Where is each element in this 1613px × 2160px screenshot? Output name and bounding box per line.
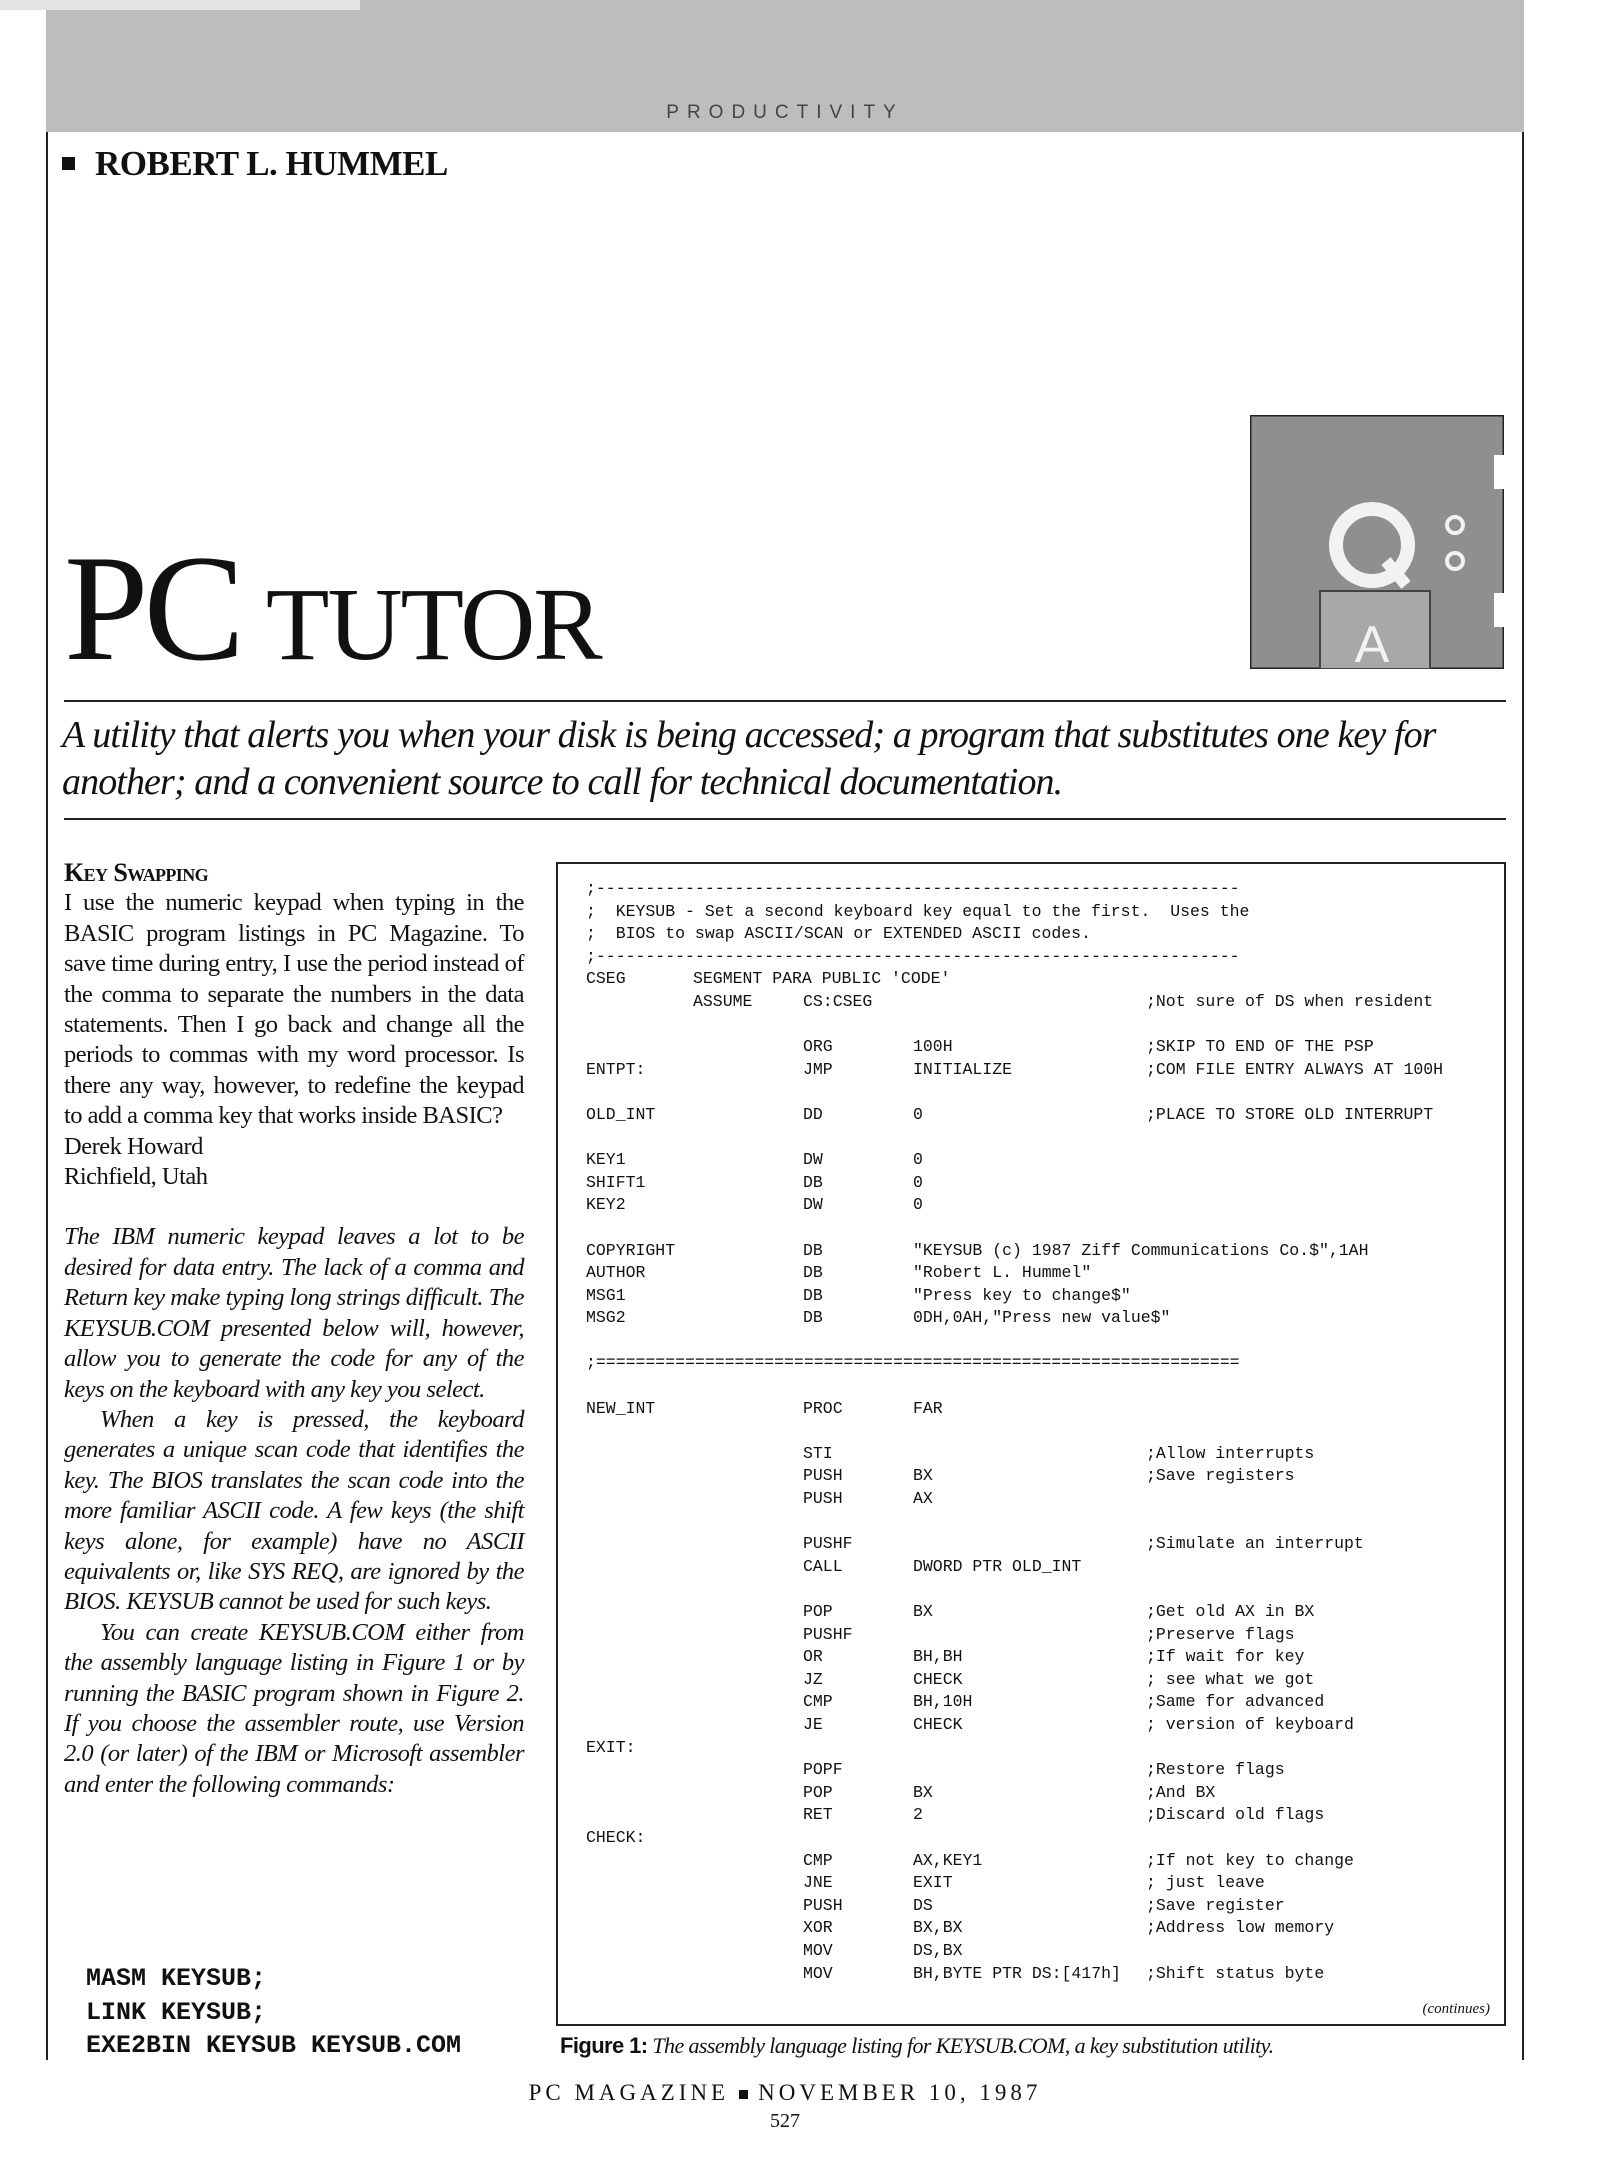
code-cell: EXIT (913, 1873, 953, 1893)
code-line (586, 1217, 1486, 1240)
code-cell: AX,KEY1 (913, 1850, 983, 1870)
code-cell: DB (803, 1308, 823, 1328)
code-cell: DWORD PTR OLD_INT (913, 1556, 1082, 1576)
code-line (586, 1398, 1486, 1421)
code-cell: BH,BH (913, 1647, 963, 1667)
code-line (586, 1804, 1486, 1827)
code-cell: INITIALIZE (913, 1059, 1013, 1079)
code-cell: DD (803, 1104, 823, 1124)
code-line (586, 1104, 1486, 1127)
header-band-edge (0, 0, 360, 10)
code-cell: CMP (803, 1850, 833, 1870)
signature-place: Richfield, Utah (64, 1163, 208, 1191)
code-cell: 0 (913, 1104, 923, 1124)
code-cell: JNE (803, 1873, 833, 1893)
code-line (586, 1375, 1486, 1398)
code-cell: PUSHF (803, 1534, 853, 1554)
code-cell: BX (913, 1466, 933, 1486)
code-cell: ;Save registers (1146, 1466, 1295, 1486)
signature-name: Derek Howard (64, 1132, 203, 1160)
code-line (586, 1850, 1486, 1873)
title-tutor: TUTOR (265, 567, 601, 682)
kicker-heading: Key Swapping (64, 858, 208, 887)
code-line (586, 1059, 1486, 1082)
code-cell: SEGMENT PARA PUBLIC 'CODE' (693, 969, 951, 989)
code-cell: CALL (803, 1556, 843, 1576)
code-cell: NEW_INT (586, 1398, 656, 1418)
code-cell: ;Allow interrupts (1146, 1443, 1315, 1463)
article-column (64, 858, 524, 1800)
code-cell: ; just leave (1146, 1873, 1265, 1893)
code-cell: 0DH,0AH,"Press new value$" (913, 1308, 1171, 1328)
code-cell: STI (803, 1443, 833, 1463)
code-line (586, 1127, 1486, 1150)
code-cell: DS (913, 1895, 933, 1915)
answer-paragraph: You can create KEYSUB.COM either from the assembly language listing in Figure 1 or by running the BASIC program shown in Figure 2. If you choose the assembler route, use Version 2.0 (or later) of the IBM or Microsoft assembler and enter the following commands: (64, 1618, 524, 1798)
code-cell: MOV (803, 1963, 833, 1983)
code-line (586, 946, 1486, 969)
code-line (586, 1465, 1486, 1488)
code-line (586, 1307, 1486, 1330)
logo-letter-a: A (1354, 616, 1390, 669)
code-line (586, 901, 1486, 924)
code-line (586, 1488, 1486, 1511)
code-line (586, 968, 1486, 991)
code-cell: JZ (803, 1669, 823, 1689)
code-cell: 0 (913, 1150, 923, 1170)
code-cell: 0 (913, 1195, 923, 1215)
code-line (586, 1691, 1486, 1714)
figure-caption (560, 2033, 1273, 2059)
column-title (64, 524, 601, 692)
command-line: LINK KEYSUB; (86, 1997, 267, 2027)
code-line (586, 1240, 1486, 1263)
code-cell: CMP (803, 1692, 833, 1712)
code-cell: EXIT: (586, 1737, 636, 1757)
code-line (586, 1940, 1486, 1963)
code-cell: ;Simulate an interrupt (1146, 1534, 1364, 1554)
code-line (586, 1669, 1486, 1692)
code-cell: "KEYSUB (c) 1987 Ziff Communications Co.$",1AH (913, 1240, 1369, 1260)
code-cell: RET (803, 1805, 833, 1825)
code-line (586, 1827, 1486, 1850)
code-line (586, 1601, 1486, 1624)
command-list (86, 1962, 461, 2063)
code-line (586, 1895, 1486, 1918)
code-cell: DB (803, 1285, 823, 1305)
code-line (586, 1782, 1486, 1805)
code-cell: DW (803, 1150, 823, 1170)
code-cell: CHECK (913, 1714, 963, 1734)
code-cell: KEY2 (586, 1195, 626, 1215)
code-cell: ORG (803, 1037, 833, 1057)
code-cell: PROC (803, 1398, 843, 1418)
answer-paragraph: The IBM numeric keypad leaves a lot to be desired for data entry. The lack of a comma and Return key make typing long strings difficult. The KEYSUB.COM presented below will, however, allow you to generate the code for any of the keys on the keyboard with any key you select. (64, 1223, 524, 1403)
code-cell: ; KEYSUB - Set a second keyboard key equal to the first. Uses the (586, 901, 1250, 921)
code-line (586, 1172, 1486, 1195)
code-cell: ;COM FILE ENTRY ALWAYS AT 100H (1146, 1059, 1444, 1079)
code-cell: 2 (913, 1805, 923, 1825)
code-cell: 100H (913, 1037, 953, 1057)
code-cell: "Press key to change$" (913, 1285, 1131, 1305)
bullet-square-icon (62, 157, 75, 170)
assembly-listing (586, 878, 1486, 1985)
code-cell: BH,10H (913, 1692, 973, 1712)
code-cell: ;If not key to change (1146, 1850, 1354, 1870)
code-cell: PUSH (803, 1466, 843, 1486)
code-cell: ASSUME (693, 991, 753, 1011)
code-line (586, 1578, 1486, 1601)
page-number: 527 (770, 2110, 800, 2132)
footer-bullet-icon (739, 2090, 748, 2099)
code-cell: ; BIOS to swap ASCII/SCAN or EXTENDED ASCII codes. (586, 924, 1091, 944)
code-cell: KEY1 (586, 1150, 626, 1170)
continues-note: (continues) (1422, 2001, 1490, 2017)
code-line (586, 1443, 1486, 1466)
code-cell: DW (803, 1195, 823, 1215)
code-cell: PUSHF (803, 1624, 853, 1644)
code-line (586, 923, 1486, 946)
code-cell: ;Address low memory (1146, 1918, 1335, 1938)
code-line (586, 1149, 1486, 1172)
code-cell: MOV (803, 1940, 833, 1960)
code-cell: ;Same for advanced (1146, 1692, 1325, 1712)
command-line: MASM KEYSUB; (86, 1964, 267, 1993)
caption-label: Figure 1: (560, 2033, 648, 2058)
code-cell: ;PLACE TO STORE OLD INTERRUPT (1146, 1104, 1434, 1124)
page-footer (46, 2080, 1524, 2106)
code-cell: DB (803, 1240, 823, 1260)
code-line (586, 1963, 1486, 1986)
code-line (586, 1646, 1486, 1669)
deck-rule (64, 818, 1506, 820)
code-cell: XOR (803, 1918, 833, 1938)
code-line (586, 1262, 1486, 1285)
code-cell: CHECK: (586, 1827, 646, 1847)
byline (62, 144, 448, 184)
code-cell: 0 (913, 1172, 923, 1192)
caption-text: The assembly language listing for KEYSUB.COM, a key substitution utility. (652, 2033, 1274, 2058)
code-line (586, 1759, 1486, 1782)
code-cell: ;And BX (1146, 1782, 1216, 1802)
code-cell: CS:CSEG (803, 991, 873, 1011)
code-cell: DB (803, 1172, 823, 1192)
code-line (586, 1872, 1486, 1895)
code-cell: OLD_INT (586, 1104, 656, 1124)
code-cell: POPF (803, 1760, 843, 1780)
code-cell: SHIFT1 (586, 1172, 646, 1192)
command-line: EXE2BIN KEYSUB KEYSUB.COM (86, 2031, 462, 2061)
code-line (586, 1285, 1486, 1308)
code-line (586, 1036, 1486, 1059)
code-line (586, 1081, 1486, 1104)
code-line (586, 1624, 1486, 1647)
reader-question: I use the numeric keypad when typing in the BASIC program listings in PC Magazine. To save time during entry, I use the period instead of the comma to separate the numbers in the data statements. Then I go back and change all the periods to commas with my word processor. Is there any way, however, to redefine the keypad to add a comma key that works inside BASIC? (64, 889, 524, 1130)
code-line (586, 878, 1486, 901)
deck-subtitle: A utility that alerts you when your disk is being accessed; a program that substitutes one key for another; and a convenient source to call for technical documentation. (62, 714, 1436, 803)
code-cell: AX (913, 1489, 933, 1509)
code-cell: POP (803, 1602, 833, 1621)
code-listing-box (556, 862, 1506, 2026)
code-cell: "Robert L. Hummel" (913, 1263, 1092, 1283)
code-cell: PUSH (803, 1489, 843, 1509)
code-line (586, 1714, 1486, 1737)
code-line (586, 1917, 1486, 1940)
code-cell: ;Discard old flags (1146, 1805, 1325, 1825)
code-cell: ;----------------------------------------------------------------- (586, 946, 1240, 966)
title-rule (64, 700, 1506, 702)
code-cell: BX (913, 1782, 933, 1802)
code-cell: DS,BX (913, 1940, 963, 1960)
code-line (586, 1556, 1486, 1579)
footer-date: NOVEMBER 10, 1987 (758, 2080, 1042, 2105)
code-cell: ;If wait for key (1146, 1647, 1305, 1667)
code-cell: DB (803, 1263, 823, 1283)
code-cell: ;Not sure of DS when resident (1146, 991, 1434, 1011)
code-line (586, 1420, 1486, 1443)
answer-paragraph: When a key is pressed, the keyboard generates a unique scan code that identifies the key. The BIOS translates the scan code into the more familiar ASCII code. A few keys (the shift keys alone, for example) have no ASCII equivalents or, like SYS REQ, are ignored by the BIOS. KEYSUB cannot be used for such keys. (64, 1405, 524, 1616)
code-cell: JMP (803, 1059, 833, 1079)
code-line (586, 1533, 1486, 1556)
code-cell: MSG1 (586, 1285, 626, 1305)
code-cell: MSG2 (586, 1308, 626, 1328)
code-cell: PUSH (803, 1895, 843, 1915)
code-cell: POP (803, 1782, 833, 1802)
code-cell: JE (803, 1714, 823, 1734)
code-line (586, 1194, 1486, 1217)
code-cell: ;Shift status byte (1146, 1963, 1325, 1983)
code-line (586, 1511, 1486, 1534)
code-cell: ENTPT: (586, 1059, 646, 1079)
code-cell: CHECK (913, 1669, 963, 1689)
code-cell: ; see what we got (1146, 1669, 1315, 1689)
author-name: ROBERT L. HUMMEL (95, 144, 448, 183)
code-cell: AUTHOR (586, 1263, 646, 1283)
footer-magazine: PC MAGAZINE (528, 2080, 730, 2105)
code-cell: ;================================================================= (586, 1353, 1240, 1373)
section-label: PRODUCTIVITY (666, 102, 904, 123)
code-cell: ;Save register (1146, 1895, 1285, 1915)
code-line (586, 1737, 1486, 1760)
code-cell: ;Get old AX in BX (1146, 1602, 1315, 1621)
code-line (586, 1014, 1486, 1037)
code-line (586, 991, 1486, 1014)
code-cell: BX (913, 1602, 933, 1621)
code-cell: FAR (913, 1398, 943, 1418)
code-line (586, 1330, 1486, 1353)
code-line (586, 1352, 1486, 1375)
code-cell: ;Preserve flags (1146, 1624, 1295, 1644)
code-cell: OR (803, 1647, 823, 1667)
code-cell: ;----------------------------------------------------------------- (586, 879, 1240, 898)
code-cell: ; version of keyboard (1146, 1714, 1354, 1734)
title-pc: PC (64, 524, 240, 692)
code-cell: ;Restore flags (1146, 1760, 1285, 1780)
code-cell: ;SKIP TO END OF THE PSP (1146, 1037, 1374, 1057)
floppy-disk-qa-logo-icon (1250, 415, 1504, 669)
code-cell: BH,BYTE PTR DS:[417h] (913, 1963, 1121, 1983)
code-cell: COPYRIGHT (586, 1240, 676, 1260)
code-cell: CSEG (586, 969, 626, 989)
code-cell: BX,BX (913, 1918, 963, 1938)
